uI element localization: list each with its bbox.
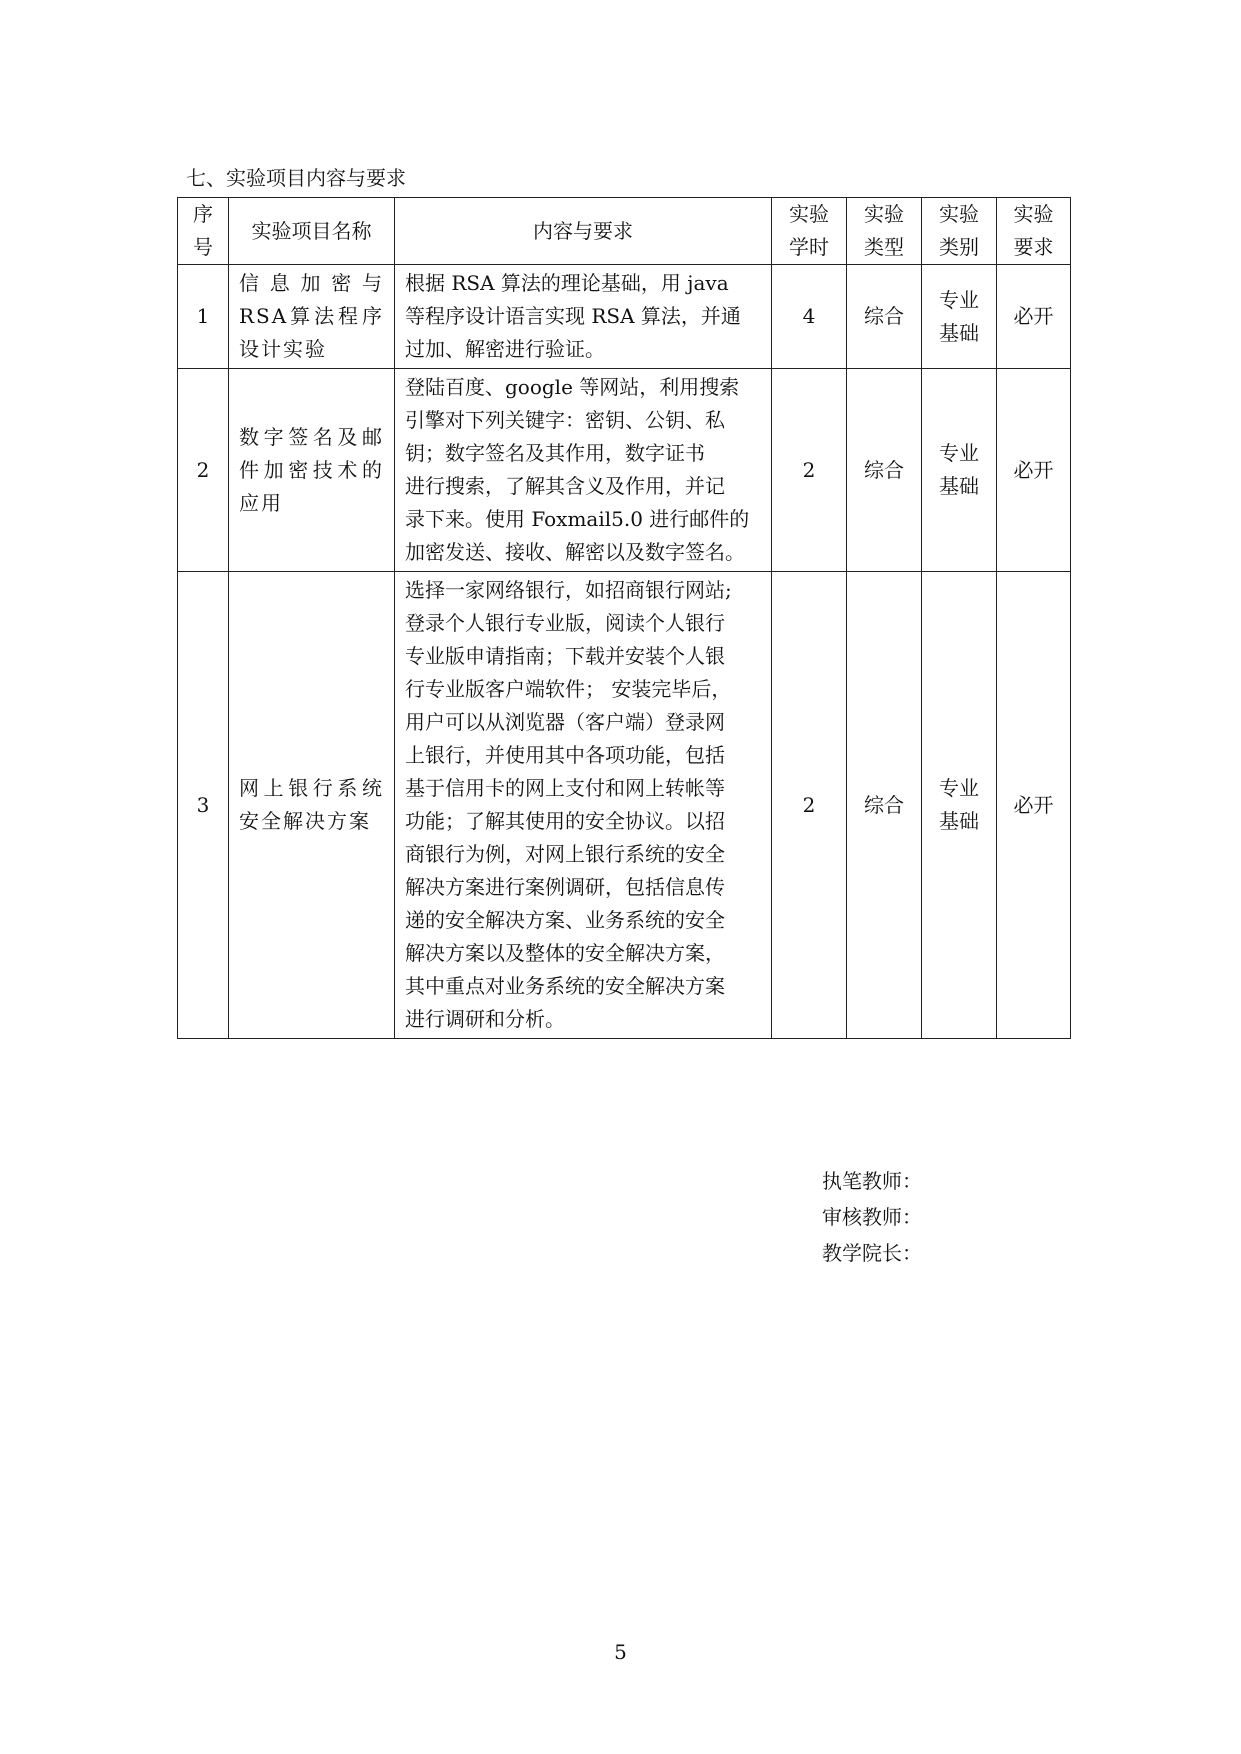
row-type: 综合 (847, 369, 922, 572)
header-type: 实验 类型 (847, 198, 922, 265)
row-name: 信息加密与RSA算法程序设计实验 (229, 265, 395, 369)
row-type: 综合 (847, 572, 922, 1039)
row-type: 综合 (847, 265, 922, 369)
row-requirement: 必开 (997, 369, 1071, 572)
signature-block (822, 1163, 922, 1271)
dean-label: 教学院长： (822, 1241, 922, 1265)
row-requirement: 必开 (997, 572, 1071, 1039)
writer-teacher-label: 执笔教师： (822, 1169, 922, 1193)
table-header-row (178, 198, 1071, 265)
experiment-table (177, 197, 1071, 1039)
row-seq: 3 (178, 572, 229, 1039)
header-content: 内容与要求 (395, 198, 772, 265)
row-hours: 2 (772, 369, 847, 572)
section-title: 七、实验项目内容与要求 (186, 166, 406, 190)
page-number: 5 (614, 1640, 627, 1664)
row-seq: 1 (178, 265, 229, 369)
row-content: 登陆百度、google 等网站，利用搜索 引擎对下列关键字：密钥、公钥、私 钥；数字签名及其作用，数字证书 进行搜索，了解其含义及作用，并记 录下来。使用 Foxmail5.0 进行邮件的 加密发送、接收、解密以及数字签名。 (395, 369, 772, 572)
table-row (178, 369, 1071, 572)
row-name: 网上银行系统安全解决方案 (229, 572, 395, 1039)
row-content: 选择一家网络银行，如招商银行网站; 登录个人银行专业版，阅读个人银行 专业版申请指南；下载并安装个人银 行专业版客户端软件； 安装完毕后， 用户可以从浏览器（客户端）登录网 上银行，并使用其中各项功能，包括 基于信用卡的网上支付和网上转帐等 功能；了解其使用的安全协议。以招 商银行为例，对网上银行系统的安全 解决方案进行案例调研，包括信息传 递的安全解决方案、业务系统的安全 解决方案以及整体的安全解决方案， 其中重点对业务系统的安全解决方案 进行调研和分析。 (395, 572, 772, 1039)
header-requirement: 实验 要求 (997, 198, 1071, 265)
header-name: 实验项目名称 (229, 198, 395, 265)
row-hours: 2 (772, 572, 847, 1039)
table-row (178, 572, 1071, 1039)
header-seq: 序 号 (178, 198, 229, 265)
row-category: 专业 基础 (922, 265, 997, 369)
header-category: 实验 类别 (922, 198, 997, 265)
row-requirement: 必开 (997, 265, 1071, 369)
row-name: 数字签名及邮件加密技术的应用 (229, 369, 395, 572)
reviewer-teacher-label: 审核教师： (822, 1205, 922, 1229)
row-content: 根据 RSA 算法的理论基础，用 java 等程序设计语言实现 RSA 算法，并通 过加、解密进行验证。 (395, 265, 772, 369)
row-category: 专业 基础 (922, 369, 997, 572)
table-row (178, 265, 1071, 369)
row-category: 专业 基础 (922, 572, 997, 1039)
row-hours: 4 (772, 265, 847, 369)
header-hours: 实验 学时 (772, 198, 847, 265)
row-seq: 2 (178, 369, 229, 572)
